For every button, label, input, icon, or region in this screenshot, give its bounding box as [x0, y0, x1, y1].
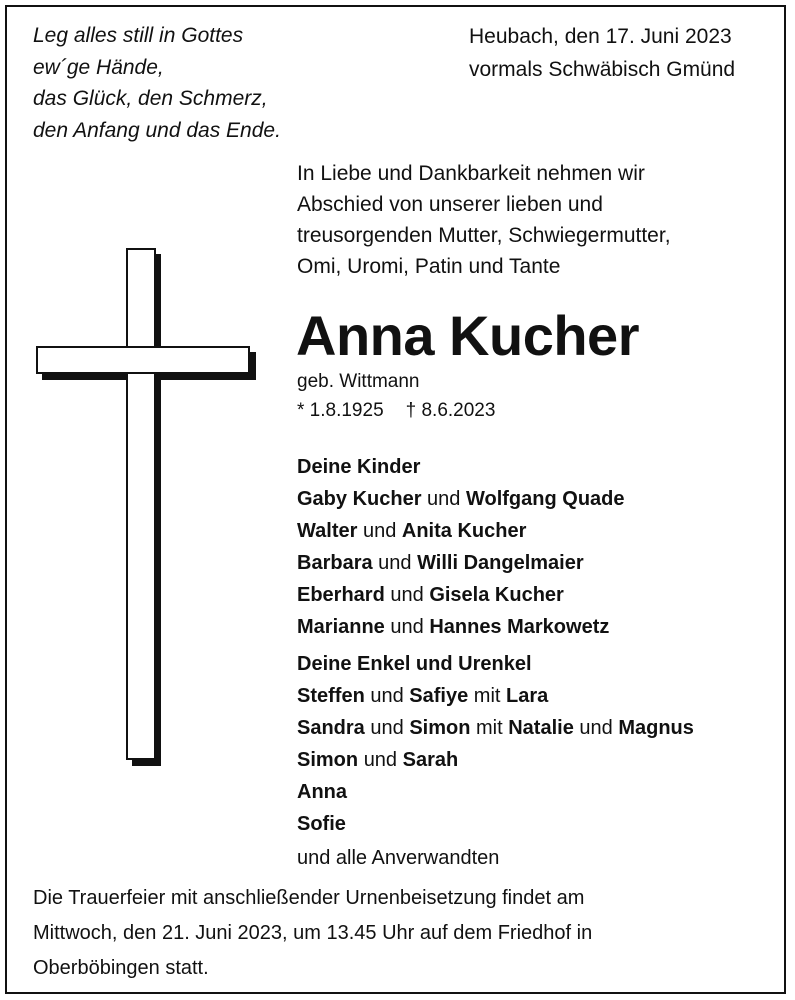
mourner-name: Sandra	[297, 717, 365, 739]
mourner-name: Natalie	[508, 717, 574, 739]
mourners-list	[297, 451, 694, 874]
intro-line: In Liebe und Dankbarkeit nehmen wir	[297, 162, 645, 185]
mourner-name: Eberhard	[297, 584, 385, 606]
deceased-name: Anna Kucher	[296, 304, 639, 367]
conjunction: und	[427, 488, 461, 510]
list-item	[297, 515, 694, 547]
conjunction: und	[390, 584, 424, 606]
intro-line: Abschied von unserer lieben und	[297, 193, 603, 216]
mourner-name: Steffen	[297, 685, 365, 707]
life-dates	[297, 397, 495, 424]
cross-icon	[36, 248, 261, 768]
conjunction: und	[579, 717, 613, 739]
poem-line: den Anfang und das Ende.	[33, 118, 281, 142]
list-item	[297, 712, 694, 744]
birth-name: geb. Wittmann	[297, 371, 420, 392]
intro-line: treusorgenden Mutter, Schwiegermutter,	[297, 224, 671, 247]
poem-line: Leg alles still in Gottes	[33, 24, 244, 47]
closing-line: und alle Anverwandten	[297, 847, 500, 869]
list-item	[297, 483, 694, 515]
mourner-name: Gaby Kucher	[297, 488, 422, 510]
conjunction: und	[390, 616, 424, 638]
mourner-name: Simon	[409, 717, 471, 739]
place-date-line: Heubach, den 17. Juni 2023	[469, 25, 732, 48]
place-date	[469, 20, 735, 86]
children-heading: Deine Kinder	[297, 456, 421, 478]
list-item	[297, 579, 694, 611]
mourner-name: Safiye	[409, 685, 469, 707]
mourner-name: Anita Kucher	[401, 520, 527, 542]
conjunction: und	[370, 717, 404, 739]
list-item	[297, 744, 694, 776]
list-item	[297, 680, 694, 712]
mourner-name: Barbara	[297, 552, 373, 574]
conjunction: und	[378, 552, 412, 574]
list-item	[297, 611, 694, 643]
mourner-name: Hannes Markowetz	[429, 616, 610, 638]
conjunction: mit	[473, 685, 501, 707]
poem-line: ew´ge Hände,	[33, 55, 164, 79]
mourner-name: Walter	[297, 520, 358, 542]
place-origin-line: vormals Schwäbisch Gmünd	[469, 58, 736, 81]
grandchildren-heading: Deine Enkel und Urenkel	[297, 653, 532, 675]
list-item	[297, 547, 694, 579]
conjunction: und	[363, 749, 398, 771]
list-item: Anna	[297, 781, 347, 803]
conjunction: und	[362, 520, 397, 542]
intro-line: Omi, Uromi, Patin und Tante	[297, 255, 561, 278]
death-date: † 8.6.2023	[405, 400, 496, 421]
mourner-name: Wolfgang Quade	[465, 488, 625, 510]
mourner-name: Marianne	[297, 616, 385, 638]
funeral-notice-line: Oberböbingen statt.	[33, 957, 209, 979]
conjunction: und	[370, 685, 404, 707]
mourner-name: Magnus	[618, 717, 694, 739]
poem-line: das Glück, den Schmerz,	[33, 87, 268, 110]
poem	[33, 20, 281, 146]
intro-text	[297, 158, 671, 282]
mourner-name: Simon	[297, 749, 359, 771]
funeral-notice	[33, 881, 592, 986]
funeral-notice-line: Die Trauerfeier mit anschließender Urnenbeisetzung findet am	[33, 887, 585, 909]
list-item: Sofie	[297, 813, 346, 835]
funeral-notice-line: Mittwoch, den 21. Juni 2023, um 13.45 Uhr auf dem Friedhof in	[33, 922, 593, 944]
mourner-name: Sarah	[402, 749, 459, 771]
conjunction: mit	[476, 717, 503, 739]
mourner-name: Lara	[506, 685, 549, 707]
mourner-name: Gisela Kucher	[429, 584, 564, 606]
birth-date: * 1.8.1925	[297, 400, 384, 421]
mourner-name: Willi Dangelmaier	[417, 552, 584, 574]
